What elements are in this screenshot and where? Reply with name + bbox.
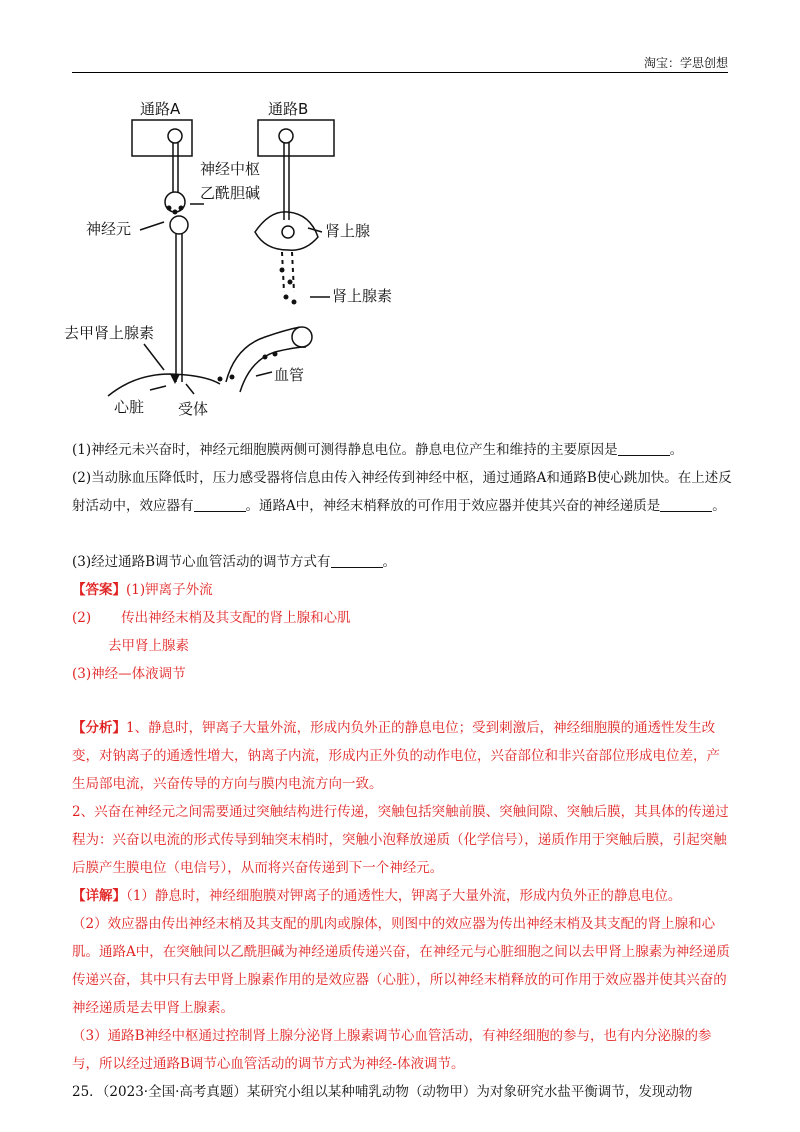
label-receptor: 受体 [178, 400, 209, 418]
label-acetylcholine: 乙酰胆碱 [200, 184, 261, 202]
answer-1: (1)钾离子外流 [126, 582, 213, 598]
detail-2: （2）效应器由传出神经末梢及其支配的肌肉或腺体，则图中的效应器为传出神经末梢及其支配的肾上腺和心肌。通路A中，在突触间以乙酰胆碱为神经递质传递兴奋，在神经元与心脏细胞之间以去甲肾上腺素为神经递质传递兴奋，其中只有去甲肾上腺素作用的是效应器（心脏），所以神经末梢释放的可作用于效应器并使其兴奋的神经递质是去甲肾上腺素。 [72, 916, 730, 1016]
answer-line-2 [72, 604, 732, 632]
answer-2-num: (2) [72, 610, 92, 626]
label-heart: 心脏 [114, 398, 145, 416]
answer-2-part2: 去甲肾上腺素 [108, 638, 189, 654]
question-3: (3)经过通路B调节心血管活动的调节方式有 。 [72, 554, 397, 570]
detail-3: （3）通路B神经中枢通过控制肾上腺分泌肾上腺素调节心血管活动，有神经细胞的参与，也有内分泌腺的参与，所以经过通路B调节心血管活动的调节方式为神经-体液调节。 [72, 1028, 712, 1072]
question-1: (1)神经元未兴奋时，神经元细胞膜两侧可测得静息电位。静息电位产生和维持的主要原因是 。 [72, 442, 684, 458]
path-a-box [132, 120, 192, 156]
question-2: (2)当动脉血压降低时，压力感受器将信息由传入神经传到神经中枢，通过通路A和通路B使心跳加快。在上述反射活动中，效应器有 。通路A中，神经末梢释放的可作用于效应器并使其兴奋的神经递质是 。 [72, 470, 732, 514]
label-adrenaline: 肾上腺素 [332, 287, 393, 305]
analysis-p1: 【分析】1、静息时，钾离子大量外流，形成内负外正的静息电位；受到刺激后，神经细胞膜的通透性发生改变，对钠离子的通透性增大，钠离子内流，形成内正外负的动作电位，兴奋部位和非兴奋部位形成电位差，产生局部电流，兴奋传导的方向与膜内电流方向一致。 [72, 720, 720, 792]
detail-1: 【详解】（1）静息时，神经细胞膜对钾离子的通透性大，钾离子大量外流，形成内负外正的静息电位。 [72, 888, 682, 904]
label-nerve-center: 神经中枢 [200, 160, 261, 178]
label-noradrenaline: 去甲肾上腺素 [64, 324, 155, 342]
answer-tag: 【答案】 [72, 582, 126, 598]
answer-line-1 [72, 576, 732, 604]
neural-pathway-diagram [60, 92, 420, 422]
label-adrenal-gland: 肾上腺 [325, 222, 371, 240]
answer-2-part1: 传出神经末梢及其支配的肾上腺和心肌 [121, 610, 351, 626]
detail-tag: 【详解】 [72, 888, 126, 904]
page-header [72, 54, 728, 73]
label-blood-vessel: 血管 [274, 366, 305, 384]
answer-3: (3)神经—体液调节 [72, 666, 186, 682]
label-path-b: 通路B [268, 100, 309, 118]
analysis-p2: 2、兴奋在神经元之间需要通过突触结构进行传递，突触包括突触前膜、突触间隙、突触后膜，其具体的传递过程为：兴奋以电流的形式传导到轴突末梢时，突触小泡释放递质（化学信号），递质作用于突触后膜，引起突触后膜产生膜电位（电信号），从而将兴奋传递到下一个神经元。 [72, 804, 729, 876]
analysis-tag: 【分析】 [72, 720, 126, 736]
header-text: 淘宝：学思创想 [643, 56, 728, 70]
next-question: 25．（2023·全国·高考真题）某研究小组以某种哺乳动物（动物甲）为对象研究水盐平衡调节，发现动物 [72, 1084, 693, 1100]
label-path-a: 通路A [140, 100, 181, 118]
path-b-box [258, 120, 334, 156]
label-neuron: 神经元 [86, 220, 132, 238]
